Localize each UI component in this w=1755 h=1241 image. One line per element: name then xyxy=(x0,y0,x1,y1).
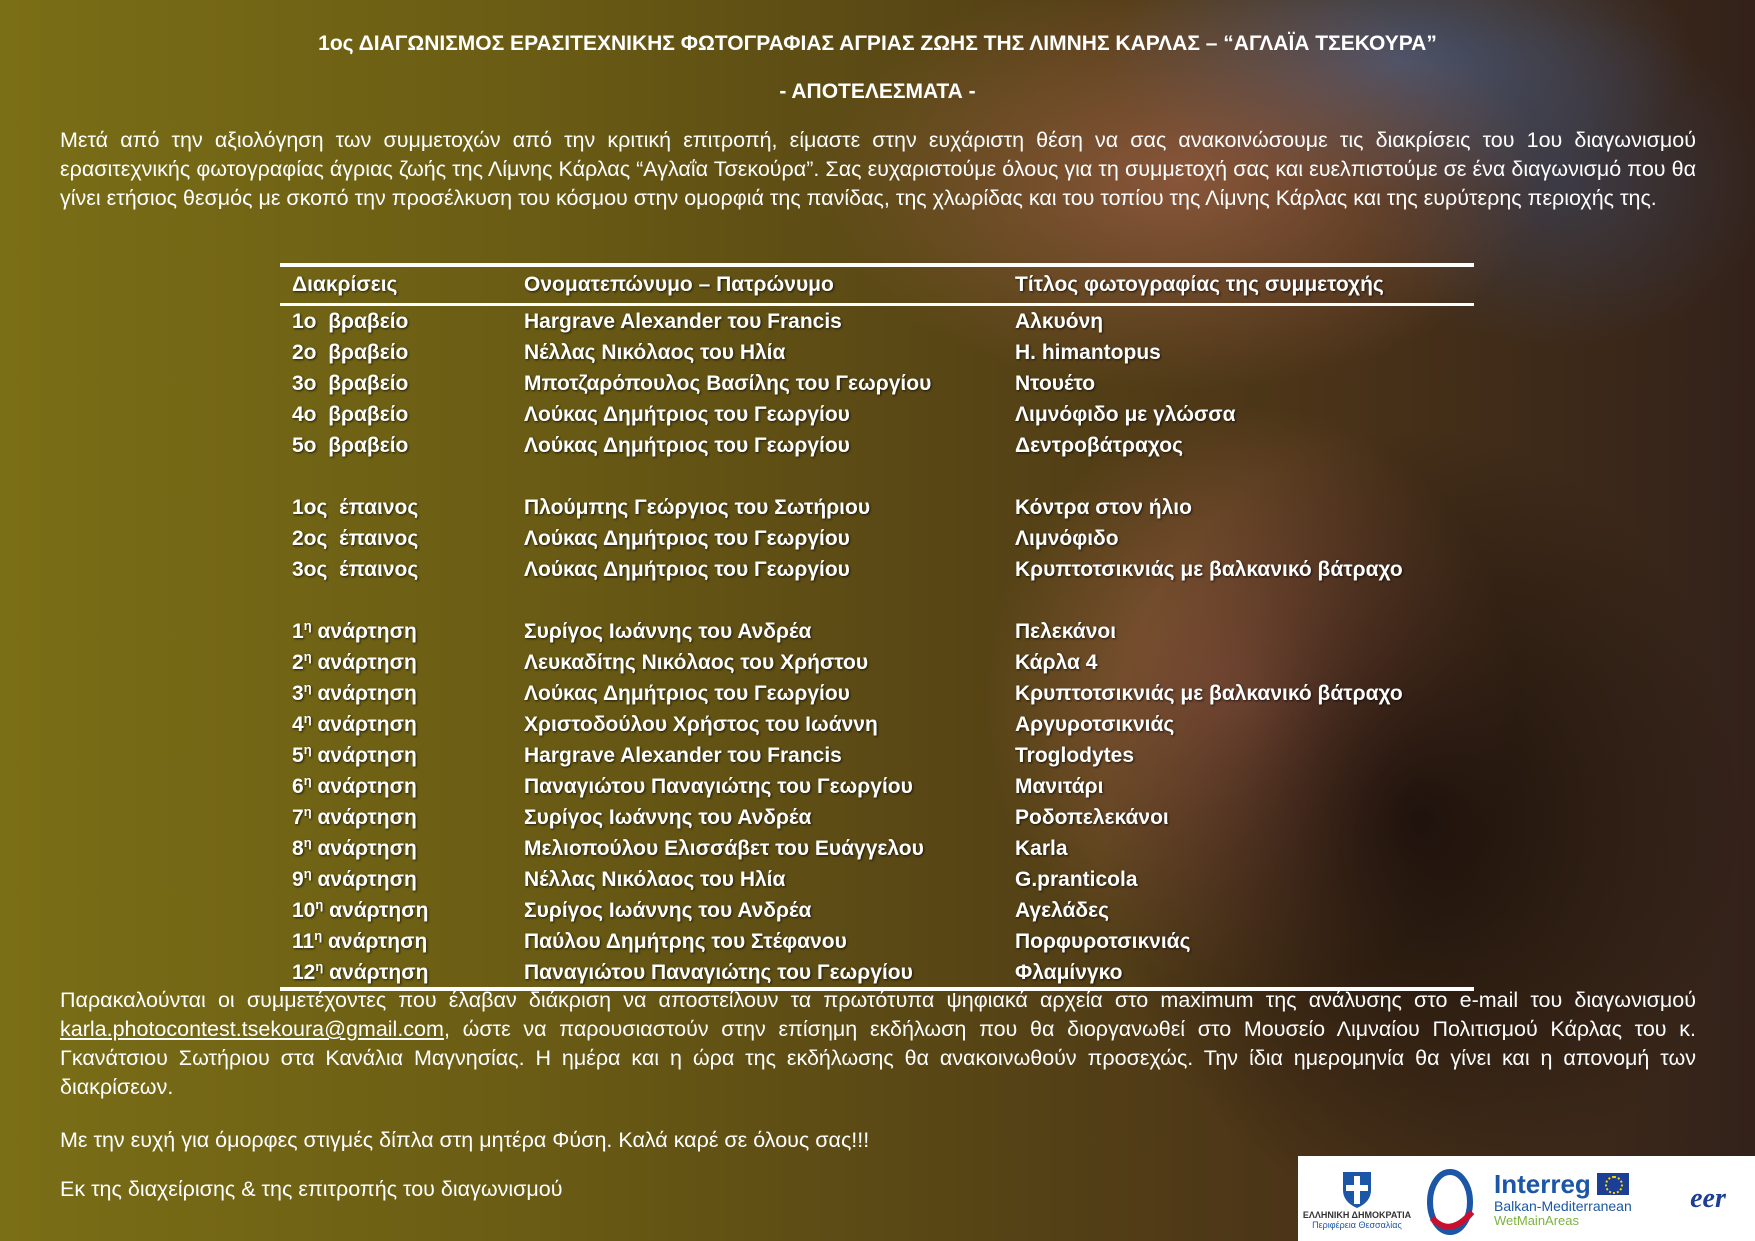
table-row xyxy=(280,895,1474,926)
table-row xyxy=(280,957,1474,988)
table-row xyxy=(280,864,1474,895)
table-row xyxy=(280,306,1474,337)
distinction-label: ανάρτηση xyxy=(317,650,417,674)
distinction-cell xyxy=(280,617,512,644)
distinction-cell xyxy=(280,865,512,892)
photo-title: Πορφυροτσικνιάς xyxy=(1015,929,1191,953)
distinction-label: ανάρτηση xyxy=(317,867,417,891)
participant-name: Νέλλας Νικόλαος του Ηλία xyxy=(524,340,786,364)
participant-name: Πλούμπης Γεώργιος του Σωτήριου xyxy=(524,495,871,519)
distinction-number: 12 xyxy=(292,960,316,984)
ring-emblem-icon xyxy=(1420,1160,1484,1238)
participant-name: Παναγιώτου Παναγιώτης του Γεωργίου xyxy=(524,960,913,984)
table-row xyxy=(280,399,1474,430)
photo-title: Ντουέτο xyxy=(1015,371,1096,395)
participant-name: Συρίγος Ιωάννης του Ανδρέα xyxy=(524,619,812,643)
table-row xyxy=(280,771,1474,802)
interreg-label: Interreg xyxy=(1494,1168,1591,1199)
participant-name: Λούκας Δημήτριος του Γεωργίου xyxy=(524,526,850,550)
table-row xyxy=(280,833,1474,864)
photo-title: Πελεκάνοι xyxy=(1015,619,1117,643)
distinction-ordinal: η xyxy=(315,896,324,912)
distinction-label: έπαινος xyxy=(339,526,419,550)
distinction-number: 8 xyxy=(292,836,304,860)
distinction-label: ανάρτηση xyxy=(317,619,417,643)
distinction-number: 1ο xyxy=(292,309,317,333)
greek-republic-label: ΕΛΛΗΝΙΚΗ ΔΗΜΟΚΡΑΤΙΑ xyxy=(1302,1209,1412,1220)
distinction-ordinal: η xyxy=(303,648,312,664)
table-row xyxy=(280,740,1474,771)
table-body xyxy=(280,306,1474,988)
eer-logo xyxy=(1668,1156,1748,1241)
project-label: WetMainAreas xyxy=(1494,1212,1580,1228)
table-row xyxy=(280,368,1474,399)
distinction-number: 2ο xyxy=(292,340,317,364)
results-table xyxy=(280,263,1474,991)
distinction-cell xyxy=(280,927,512,954)
distinction-ordinal: η xyxy=(303,710,312,726)
instructions-text-continued: , ώστε να παρουσιαστούν στην επίσημη εκδήλωση που θα διοργανωθεί στο Μουσείο Λιμναίου Πολιτισμού Κάρλας του κ. Γκανάτσιου Σωτήριου στα Κανάλια Μαγνησίας. Η ημέρα και η ώρα της εκδήλωσης θα ανακοινωθούν προσεχώς. Την ίδια ημερομηνία θα γίνει και η απονομή των διακρίσεων. xyxy=(60,1017,1696,1099)
table-row xyxy=(280,337,1474,368)
header-name: Ονοματεπώνυμο – Πατρώνυμο xyxy=(524,273,834,296)
photo-title: Κόντρα στον ήλιο xyxy=(1015,495,1192,519)
distinction-cell xyxy=(280,803,512,830)
distinction-cell xyxy=(280,772,512,799)
distinction-number: 1 xyxy=(292,619,304,643)
participant-name: Μποτζαρόπουλος Βασίλης του Γεωργίου xyxy=(524,371,932,395)
eu-flag-icon xyxy=(1597,1173,1629,1195)
distinction-cell xyxy=(280,648,512,675)
instructions-paragraph xyxy=(60,986,1696,1102)
distinction-number: 6 xyxy=(292,774,304,798)
participant-name: Λούκας Δημήτριος του Γεωργίου xyxy=(524,681,850,705)
table-row xyxy=(280,709,1474,740)
distinction-number: 2 xyxy=(292,650,304,674)
distinction-number: 4ο xyxy=(292,402,317,426)
participant-name: Λούκας Δημήτριος του Γεωργίου xyxy=(524,402,850,426)
participant-name: Μελιοπούλου Ελισσάβετ του Ευάγγελου xyxy=(524,836,924,860)
table-row xyxy=(280,647,1474,678)
distinction-number: 7 xyxy=(292,805,304,829)
distinction-number: 3ος xyxy=(292,557,328,581)
intro-paragraph: Μετά από την αξιολόγηση των συμμετοχών από την κριτική επιτροπή, είμαστε στην ευχάριστη θέση να σας ανακοινώσουμε τις διακρίσεις του 1ου διαγωνισμού ερασιτεχνικής φωτογραφίας άγριας ζωής της Λίμνης Κάρλας “Αγλαΐα Τσεκούρα”. Σας ευχαριστούμε όλους για τη συμμετοχή σας και ευελπιστούμε σε ένα διαγωνισμό που θα γίνει ετήσιος θεσμός με σκοπό την προσέλκυση του κόσμου στην ομορφιά της πανίδας, της χλωρίδας και του τοπίου της Λίμνης Κάρλας και της ευρύτερης περιοχής της. xyxy=(60,128,1696,210)
distinction-label: ανάρτηση xyxy=(317,805,417,829)
table-row xyxy=(280,430,1474,461)
distinction-ordinal: η xyxy=(303,741,312,757)
distinction-cell xyxy=(280,558,512,582)
participant-name: Παναγιώτου Παναγιώτης του Γεωργίου xyxy=(524,774,913,798)
distinction-label: βραβείο xyxy=(328,371,409,395)
distinction-cell xyxy=(280,527,512,551)
photo-title: H. himantopus xyxy=(1015,340,1161,364)
eer-label: eer xyxy=(1690,1182,1726,1214)
participant-name: Hargrave Alexander του Francis xyxy=(524,743,842,767)
table-row xyxy=(280,492,1474,523)
greek-republic-logo xyxy=(1298,1156,1416,1241)
distinction-label: ανάρτηση xyxy=(317,836,417,860)
participant-name: Hargrave Alexander του Francis xyxy=(524,309,842,333)
distinction-label: βραβείο xyxy=(328,402,409,426)
participant-name: Χριστοδούλου Χρήστος του Ιωάννη xyxy=(524,712,878,736)
distinction-ordinal: η xyxy=(303,617,312,633)
photo-title: Αλκυόνη xyxy=(1015,309,1104,333)
page-title: 1ος ΔΙΑΓΩΝΙΣΜΟΣ ΕΡΑΣΙΤΕΧΝΙΚΗΣ ΦΩΤΟΓΡΑΦΙΑΣ ΑΓΡΙΑΣ ΖΩΗΣ ΤΗΣ ΛΙΜΝΗΣ ΚΑΡΛΑΣ – “ΑΓΛΑΪΑ ΤΣΕΚΟΥΡΑ” xyxy=(318,32,1437,55)
distinction-ordinal: η xyxy=(303,834,312,850)
photo-title: Ροδοπελεκάνοι xyxy=(1015,805,1169,829)
distinction-cell xyxy=(280,434,512,458)
distinction-ordinal: η xyxy=(303,679,312,695)
participant-name: Συρίγος Ιωάννης του Ανδρέα xyxy=(524,805,812,829)
row-spacer xyxy=(280,461,1474,492)
distinction-label: έπαινος xyxy=(339,495,419,519)
row-spacer xyxy=(280,585,1474,616)
distinction-number: 1ος xyxy=(292,495,328,519)
region-label: Περιφέρεια Θεσσαλίας xyxy=(1312,1219,1402,1230)
participant-name: Νέλλας Νικόλαος του Ηλία xyxy=(524,867,786,891)
photo-title: Μανιτάρι xyxy=(1015,774,1104,798)
greek-emblem-icon xyxy=(1337,1168,1377,1210)
interreg-logo xyxy=(1488,1156,1668,1241)
distinction-label: βραβείο xyxy=(328,309,409,333)
distinction-cell xyxy=(280,741,512,768)
distinction-cell xyxy=(280,310,512,334)
page-subtitle: - ΑΠΟΤΕΛΕΣΜΑΤΑ - xyxy=(779,80,976,103)
sponsor-logos xyxy=(1298,1156,1755,1241)
distinction-number: 4 xyxy=(292,712,304,736)
header-photo-title: Τίτλος φωτογραφίας της συμμετοχής xyxy=(1015,273,1384,296)
table-row xyxy=(280,523,1474,554)
photo-title: Κρυπτοτσικνιάς με βαλκανικό βάτραχο xyxy=(1015,557,1403,581)
distinction-ordinal: η xyxy=(315,958,324,974)
table-header xyxy=(280,267,1474,306)
distinction-ordinal: η xyxy=(303,772,312,788)
header-distinctions: Διακρίσεις xyxy=(292,273,398,296)
distinction-number: 5ο xyxy=(292,433,317,457)
program-label: Balkan-Mediterranean xyxy=(1494,1197,1632,1214)
participant-name: Λευκαδίτης Νικόλαος του Χρήστου xyxy=(524,650,869,674)
photo-title: Λιμνόφιδο με γλώσσα xyxy=(1015,402,1236,426)
distinction-number: 3ο xyxy=(292,371,317,395)
distinction-label: βραβείο xyxy=(328,433,409,457)
distinction-cell xyxy=(280,403,512,427)
table-row xyxy=(280,678,1474,709)
photo-title: Δεντροβάτραχος xyxy=(1015,433,1184,457)
signature-text: Εκ της διαχείρισης & της επιτροπής του διαγωνισμού xyxy=(60,1177,563,1201)
distinction-number: 2ος xyxy=(292,526,328,550)
table-row xyxy=(280,554,1474,585)
photo-title: Κρυπτοτσικνιάς με βαλκανικό βάτραχο xyxy=(1015,681,1403,705)
photo-title: G.pranticola xyxy=(1015,867,1138,891)
distinction-label: ανάρτηση xyxy=(317,681,417,705)
photo-title: Αγελάδες xyxy=(1015,898,1109,922)
distinction-label: ανάρτηση xyxy=(329,898,429,922)
contest-email-link[interactable]: karla.photocontest.tsekoura@gmail.com xyxy=(60,1017,444,1041)
distinction-label: ανάρτηση xyxy=(328,929,428,953)
distinction-cell xyxy=(280,341,512,365)
distinction-cell xyxy=(280,896,512,923)
distinction-cell xyxy=(280,372,512,396)
distinction-ordinal: η xyxy=(303,865,312,881)
distinction-number: 9 xyxy=(292,867,304,891)
instructions-text: Παρακαλούνται οι συμμετέχοντες που έλαβαν διάκριση να αποστείλουν τα πρωτότυπα ψηφιακά αρχεία στο maximum της ανάλυσης στο e-mail του διαγωνισμού xyxy=(60,988,1696,1012)
table-row xyxy=(280,616,1474,647)
photo-title: Κάρλα 4 xyxy=(1015,650,1098,674)
photo-title: Λιμνόφιδο xyxy=(1015,526,1119,550)
photo-title: Troglodytes xyxy=(1015,743,1135,767)
distinction-number: 5 xyxy=(292,743,304,767)
distinction-cell xyxy=(280,958,512,985)
distinction-label: ανάρτηση xyxy=(329,960,429,984)
distinction-number: 10 xyxy=(292,898,316,922)
distinction-cell xyxy=(280,834,512,861)
distinction-cell xyxy=(280,679,512,706)
distinction-cell xyxy=(280,710,512,737)
participant-name: Λούκας Δημήτριος του Γεωργίου xyxy=(524,557,850,581)
table-row xyxy=(280,926,1474,957)
participant-name: Συρίγος Ιωάννης του Ανδρέα xyxy=(524,898,812,922)
photo-title: Karla xyxy=(1015,836,1068,860)
distinction-cell xyxy=(280,496,512,520)
photo-title: Αργυροτσικνιάς xyxy=(1015,712,1175,736)
region-ring-logo xyxy=(1416,1156,1488,1241)
distinction-number: 3 xyxy=(292,681,304,705)
participant-name: Λούκας Δημήτριος του Γεωργίου xyxy=(524,433,850,457)
participant-name: Παύλου Δημήτρης του Στέφανου xyxy=(524,929,847,953)
photo-title: Φλαμίνγκο xyxy=(1015,960,1123,984)
distinction-label: ανάρτηση xyxy=(317,743,417,767)
distinction-label: ανάρτηση xyxy=(317,712,417,736)
distinction-number: 11 xyxy=(292,929,315,953)
distinction-label: ανάρτηση xyxy=(317,774,417,798)
table-row xyxy=(280,802,1474,833)
distinction-ordinal: η xyxy=(314,927,323,943)
wish-text: Με την ευχή για όμορφες στιγμές δίπλα στη μητέρα Φύση. Καλά καρέ σε όλους σας!!! xyxy=(60,1128,870,1152)
distinction-label: έπαινος xyxy=(339,557,419,581)
distinction-label: βραβείο xyxy=(328,340,409,364)
distinction-ordinal: η xyxy=(303,803,312,819)
